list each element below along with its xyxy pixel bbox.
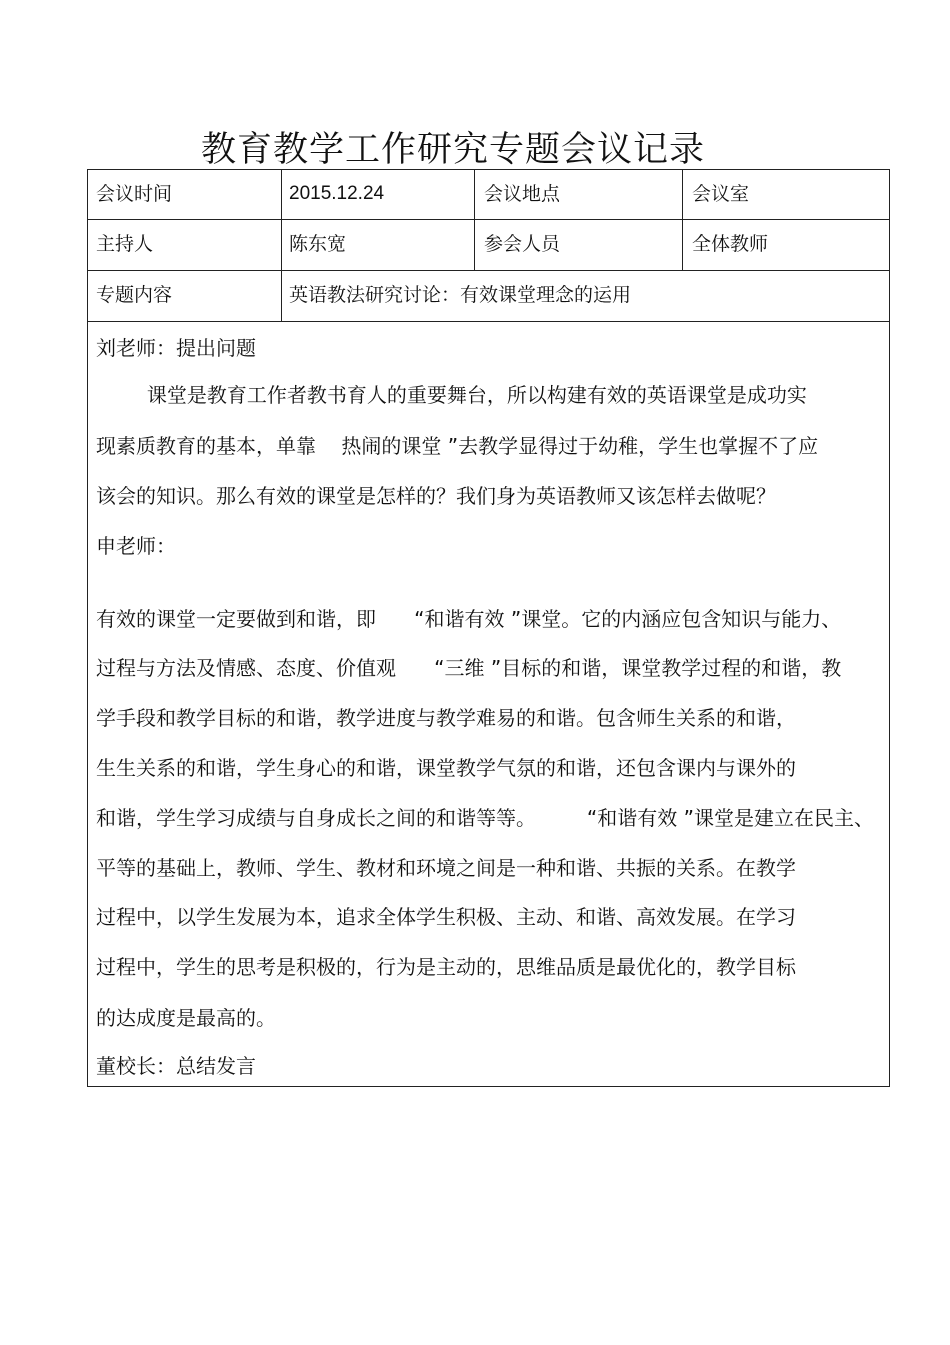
body-text-line: 学手段和教学目标的和谐，教学进度与教学难易的和谐。包含师生关系的和谐， [96,706,796,730]
body-text-line: 课堂是教育工作者教书育人的重要舞台，所以构建有效的英语课堂是成功实 [96,383,807,407]
body-text-line: 平等的基础上，教师、学生、教材和环境之间是一种和谐、共振的关系。在教学 [96,856,796,880]
body-text-line: 现素质教育的基本，单靠 热闹的课堂 ”去教学显得过于幼稚，学生也掌握不了应 [96,434,819,458]
body-text-line: 过程中，以学生发展为本，追求全体学生积极、主动、和谐、高效发展。在学习 [96,905,796,929]
speaker-shen-heading: 申老师： [96,534,176,558]
page-title: 教育教学工作研究专题会议记录 [200,130,705,170]
attendees-label: 参会人员 [484,233,561,255]
meeting-time-value: 2015.12.24 [289,183,385,204]
meeting-location-label: 会议地点 [484,183,561,205]
body-text-line: 该会的知识。那么有效的课堂是怎样的？我们身为英语教师又该怎样去做呢？ [96,484,776,508]
speaker-dong-heading: 董校长：总结发言 [96,1054,256,1078]
body-text-line: 过程与方法及情感、态度、价值观 “三维 ”目标的和谐，课堂教学过程的和谐，教 [96,656,842,680]
row-divider [88,321,889,322]
meeting-location-value: 会议室 [692,183,750,205]
topic-label: 专题内容 [96,284,173,306]
topic-value: 英语教法研究讨论：有效课堂理念的运用 [289,284,632,306]
host-value: 陈东宽 [289,233,347,255]
body-text-line: 有效的课堂一定要做到和谐，即 “和谐有效 ”课堂。它的内涵应包含知识与能力、 [96,607,842,631]
speaker-liu-heading: 刘老师：提出问题 [96,336,256,360]
column-divider [281,170,282,321]
row-divider [88,219,889,220]
host-label: 主持人 [96,233,154,255]
meeting-time-label: 会议时间 [96,183,173,205]
column-divider [474,170,475,270]
row-divider [88,270,889,271]
body-text-line: 和谐，学生学习成绩与自身成长之间的和谐等等。 “和谐有效 ”课堂是建立在民主、 [96,806,874,830]
body-text-line: 的达成度是最高的。 [96,1006,276,1030]
column-divider [682,170,683,270]
meeting-record-table [87,169,890,1087]
body-text-line: 过程中，学生的思考是积极的，行为是主动的，思维品质是最优化的，教学目标 [96,955,796,979]
attendees-value: 全体教师 [692,233,769,255]
body-text-line: 生生关系的和谐，学生身心的和谐，课堂教学气氛的和谐，还包含课内与课外的 [96,756,796,780]
